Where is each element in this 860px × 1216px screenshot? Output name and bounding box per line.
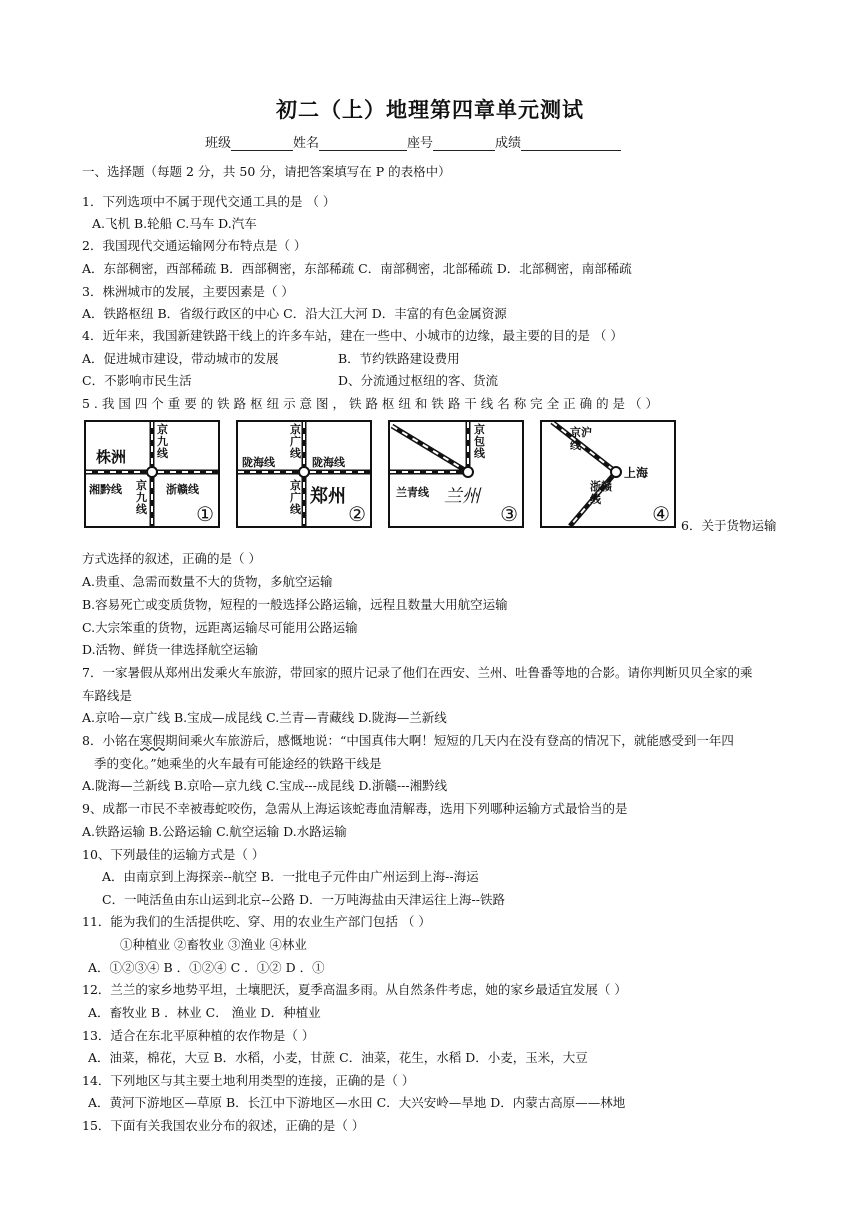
q11-statements: ①种植业 ②畜牧业 ③渔业 ④林业 bbox=[120, 937, 307, 952]
q13-stem: 13．适合在东北平原种植的农作物是（ ） bbox=[82, 1028, 315, 1043]
q6-stem-end: 方式选择的叙述，正确的是（ ） bbox=[82, 551, 261, 566]
q1-options: A.飞机 B.轮船 C.马车 D.汽车 bbox=[92, 216, 257, 231]
class-blank bbox=[231, 136, 293, 151]
q8-options: A.陇海—兰新线 B.京哈—京九线 C.宝成---成昆线 D.浙赣---湘黔线 bbox=[82, 778, 448, 793]
q11-stem: 11．能为我们的生活提供吃、穿、用的农业生产部门包括 （ ） bbox=[82, 914, 431, 929]
map-2 bbox=[236, 420, 372, 528]
q8-stem-pre: 8．小铭在 bbox=[82, 733, 140, 748]
map-4-number: ④ bbox=[652, 502, 670, 526]
map-1-right-line: 浙赣线 bbox=[166, 483, 199, 496]
map-2-left-line: 陇海线 bbox=[242, 456, 275, 469]
q8-underlined-word: 寒假 bbox=[139, 733, 165, 748]
q6-option-b: B.容易死亡或变质货物，短程的一般选择公路运输，远程且数量大用航空运输 bbox=[82, 597, 508, 612]
q10-options-ab: A．由南京到上海探亲--航空 B．一批电子元件由广州运到上海--海运 bbox=[102, 869, 479, 884]
map-1 bbox=[84, 420, 220, 528]
seat-blank bbox=[433, 136, 495, 151]
q3-options: A．铁路枢纽 B．省级行政区的中心 C．沿大江大河 D．丰富的有色金属资源 bbox=[82, 306, 507, 321]
name-label: 姓名 bbox=[293, 136, 320, 151]
q12-options: A．畜牧业 B ．林业 C． 渔业 D．种植业 bbox=[88, 1005, 321, 1020]
map-3-number: ③ bbox=[500, 502, 518, 526]
q13-options: A．油菜，棉花，大豆 B．水稻，小麦，甘蔗 C．油菜，花生，水稻 D．小麦，玉米，大豆 bbox=[88, 1050, 588, 1065]
q4-option-d: D、分流通过枢纽的客、货流 bbox=[338, 373, 499, 388]
map-2-right-line: 陇海线 bbox=[312, 456, 345, 469]
page-title: 初二（上）地理第四章单元测试 bbox=[276, 98, 584, 122]
q8-stem-post: 期间乘火车旅游后，感慨地说：“中国真伟大啊！短短的几天内在没有登高的情况下，就能感受到一年四 bbox=[164, 733, 734, 748]
q4-option-c: C．不影响市民生活 bbox=[82, 373, 192, 388]
q6-option-c: C.大宗笨重的货物，远距离运输尽可能用公路运输 bbox=[82, 620, 358, 635]
q8-stem-cont: 季的变化。”她乘坐的火车最有可能途经的铁路干线是 bbox=[94, 756, 382, 771]
section-heading: 一、选择题（每题 2 分，共 50 分，请把答案填写在 P 的表格中） bbox=[82, 164, 451, 179]
map-3-city: 兰州 bbox=[444, 486, 480, 507]
q4-stem: 4．近年来，我国新建铁路干线上的许多车站，建在一些中、小城市的边缘，最主要的目的是 （ ） bbox=[82, 328, 623, 343]
q9-stem: 9、成都一市民不幸被毒蛇咬伤，急需从上海运该蛇毒血清解毒，选用下列哪种运输方式最恰当的是 bbox=[82, 801, 628, 816]
map-4-city: 上海 bbox=[624, 466, 649, 480]
q3-stem: 3．株洲城市的发展，主要因素是（ ） bbox=[82, 284, 294, 299]
map-4-top-line: 京沪线 bbox=[570, 426, 592, 452]
q6-stem-start: 6．关于货物运输 bbox=[681, 518, 777, 533]
seat-label: 座号 bbox=[407, 136, 434, 151]
map-1-left-line: 湘黔线 bbox=[89, 483, 122, 496]
q7-options: A.京哈—京广线 B.宝成—成昆线 C.兰青—青藏线 D.陇海—兰新线 bbox=[82, 710, 447, 725]
map-4 bbox=[540, 420, 676, 528]
q7-stem-cont: 车路线是 bbox=[82, 688, 133, 703]
name-blank bbox=[319, 136, 407, 151]
q6-option-d: D.活物、鲜货一律选择航空运输 bbox=[82, 642, 259, 657]
q7-stem: 7．一家暑假从郑州出发乘火车旅游，带回家的照片记录了他们在西安、兰州、吐鲁番等地的合影。请你判断贝贝全家的乘 bbox=[82, 665, 753, 680]
class-label: 班级 bbox=[205, 136, 232, 151]
q10-stem: 10、下列最佳的运输方式是（ ） bbox=[82, 847, 265, 862]
q12-stem: 12．兰兰的家乡地势平坦，土壤肥沃，夏季高温多雨。从自然条件考虑，她的家乡最适宜发展（ ） bbox=[82, 982, 627, 997]
q9-options: A.铁路运输 B.公路运输 C.航空运输 D.水路运输 bbox=[82, 824, 347, 839]
q14-options: A．黄河下游地区—草原 B．长江中下游地区—水田 C．大兴安岭—旱地 D．内蒙古高原——林地 bbox=[88, 1095, 626, 1110]
map-1-city: 株洲 bbox=[96, 448, 127, 466]
q2-options: A．东部稠密，西部稀疏 B．西部稠密，东部稀疏 C．南部稠密，北部稀疏 D．北部稠密，南部稀疏 bbox=[82, 261, 632, 276]
map-3-top-line: 京包线 bbox=[474, 423, 485, 460]
q11-options: A．①②③④ B ．①②④ C ．①② D ．① bbox=[88, 960, 325, 975]
map-2-bottom-line: 京广线 bbox=[290, 479, 301, 516]
map-1-number: ① bbox=[196, 502, 214, 526]
map-3-left-line: 兰青线 bbox=[396, 486, 429, 499]
map-2-number: ② bbox=[348, 502, 366, 526]
q2-stem: 2．我国现代交通运输网分布特点是（ ） bbox=[82, 238, 307, 253]
q15-stem: 15．下面有关我国农业分布的叙述，正确的是（ ） bbox=[82, 1118, 365, 1133]
q14-stem: 14．下列地区与其主要土地利用类型的连接，正确的是（ ） bbox=[82, 1073, 415, 1088]
map-1-bottom-line: 京九线 bbox=[136, 479, 147, 516]
map-4-bottom-line: 浙赣线 bbox=[590, 480, 612, 506]
map-2-top-line: 京广线 bbox=[290, 423, 301, 460]
score-label: 成绩 bbox=[495, 136, 522, 151]
q1-stem: 1．下列选项中不属于现代交通工具的是 （ ） bbox=[82, 194, 336, 209]
q4-option-a: A．促进城市建设，带动城市的发展 bbox=[82, 351, 279, 366]
map-2-city: 郑州 bbox=[310, 486, 346, 507]
map-3 bbox=[388, 420, 524, 528]
score-blank bbox=[521, 136, 621, 151]
q5-stem: 5 . 我 国 四 个 重 要 的 铁 路 枢 纽 示 意 图 ， 铁 路 枢 纽 和 铁 路 干 线 名 称 完 全 正 确 的 是 （ ） bbox=[82, 396, 658, 411]
q8-stem bbox=[82, 731, 734, 749]
q4-option-b: B．节约铁路建设费用 bbox=[338, 351, 460, 366]
q6-option-a: A.贵重、急需而数量不大的货物，多航空运输 bbox=[82, 574, 333, 589]
q10-options-cd: C．一吨活鱼由东山运到北京--公路 D．一万吨海盐由天津运往上海--铁路 bbox=[102, 892, 505, 907]
map-1-top-line: 京九线 bbox=[157, 423, 168, 460]
student-info-line bbox=[205, 132, 621, 151]
